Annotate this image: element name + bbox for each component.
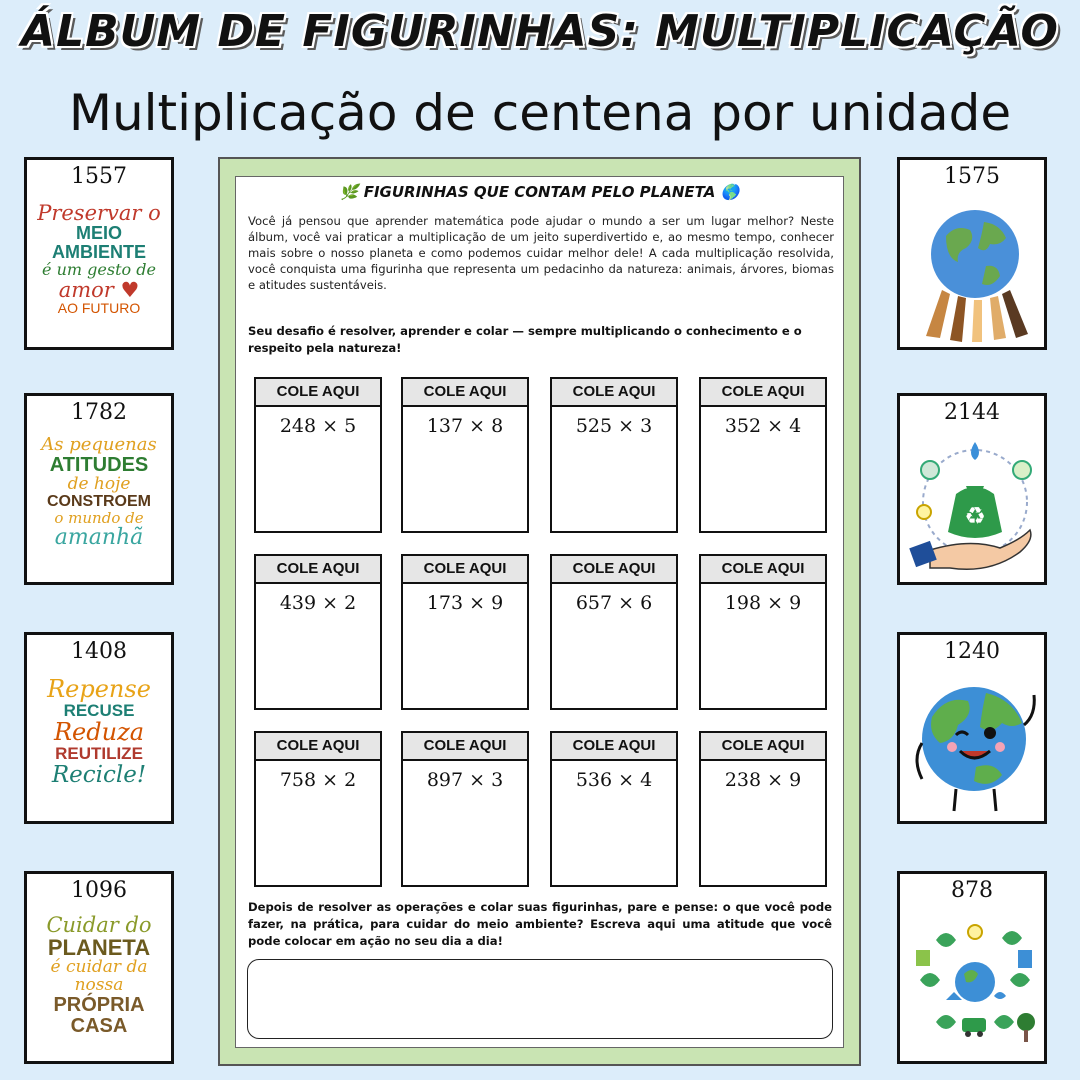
sticker-slot[interactable] xyxy=(550,554,678,710)
sticker-number: 1575 xyxy=(944,164,1000,189)
sticker-slot[interactable] xyxy=(699,731,827,887)
multiplication-problem: 352 × 4 xyxy=(724,415,802,437)
sticker-1408 xyxy=(24,632,174,824)
sticker-slot[interactable] xyxy=(254,377,382,533)
sticker-phrase: Preservar o MEIO AMBIENTE é um gesto de amor ♥ AO FUTURO xyxy=(37,201,161,316)
slot-label: COLE AQUI xyxy=(552,733,676,761)
sticker-phrase: Cuidar do PLANETA é cuidar da nossa PRÓPRIA CASA xyxy=(46,913,152,1037)
slot-label: COLE AQUI xyxy=(701,556,825,584)
sticker-number: 2144 xyxy=(944,400,1000,425)
answer-box[interactable] xyxy=(247,959,833,1039)
slot-label: COLE AQUI xyxy=(403,556,527,584)
worksheet xyxy=(235,176,844,1048)
slot-label: COLE AQUI xyxy=(701,733,825,761)
worksheet-intro: Você já pensou que aprender matemática pode ajudar o mundo a ser um lugar melhor? Neste álbum, você vai praticar a multiplicação de um jeito superdivertido e, ao mesmo tempo, conhecer mais sobre o nosso planeta e como podemos cuidar melhor dele! A cada multiplicação resolvida, você conquista uma figurinha que representa um pedacinho da natureza: animais, árvores, biomas e atitudes sustentáveis. xyxy=(248,214,834,292)
multiplication-problem: 137 × 8 xyxy=(426,415,504,437)
sticker-phrase: Repense RECUSE Reduza REUTILIZE Recicle! xyxy=(47,675,151,789)
multiplication-problem: 657 × 6 xyxy=(575,592,653,614)
sticker-1240 xyxy=(897,632,1047,824)
sticker-number: 1782 xyxy=(71,400,127,425)
sticker-number: 878 xyxy=(951,878,993,903)
multiplication-problem: 198 × 9 xyxy=(724,592,802,614)
multiplication-problem: 439 × 2 xyxy=(279,592,357,614)
sticker-slot[interactable] xyxy=(401,731,529,887)
eco-icons-collage-icon xyxy=(906,910,1038,1055)
worksheet-heading: 🌿 FIGURINHAS QUE CONTAM PELO PLANETA 🌎 xyxy=(339,183,740,201)
reflection-prompt: Depois de resolver as operações e colar suas figurinhas, pare e pense: o que você pode fazer, na prática, para cuidar do meio ambiente? Escreva aqui uma atitude que você pode colocar em ação no seu dia a dia! xyxy=(248,900,832,948)
slot-label: COLE AQUI xyxy=(552,379,676,407)
multiplication-problem: 248 × 5 xyxy=(279,415,357,437)
sticker-slot[interactable] xyxy=(699,554,827,710)
sticker-2144 xyxy=(897,393,1047,585)
slot-label: COLE AQUI xyxy=(701,379,825,407)
sticker-slot[interactable] xyxy=(254,554,382,710)
multiplication-problem: 758 × 2 xyxy=(279,769,357,791)
recycling-bag-in-hand-icon xyxy=(906,432,1038,576)
sticker-878 xyxy=(897,871,1047,1064)
sticker-1782 xyxy=(24,393,174,585)
multiplication-problem: 536 × 4 xyxy=(575,769,653,791)
sticker-slot[interactable] xyxy=(550,731,678,887)
sticker-1557 xyxy=(24,157,174,350)
sticker-phrase: As pequenas ATITUDES de hoje CONSTROEM o mundo de amanhã xyxy=(41,434,157,551)
sticker-slot[interactable] xyxy=(550,377,678,533)
slot-label: COLE AQUI xyxy=(552,556,676,584)
multiplication-problem: 173 × 9 xyxy=(426,592,504,614)
multiplication-problem: 238 × 9 xyxy=(724,769,802,791)
sticker-slot[interactable] xyxy=(699,377,827,533)
sticker-slot[interactable] xyxy=(401,377,529,533)
sticker-number: 1557 xyxy=(71,164,127,189)
sticker-number: 1096 xyxy=(71,878,127,903)
multiplication-problem: 525 × 3 xyxy=(575,415,653,437)
svg-text:♻: ♻ xyxy=(964,502,986,530)
slot-label: COLE AQUI xyxy=(256,379,380,407)
sticker-1096 xyxy=(24,871,174,1064)
sticker-1575 xyxy=(897,157,1047,350)
worksheet-challenge: Seu desafio é resolver, aprender e colar — sempre multiplicando o conhecimento e o respeito pela natureza! xyxy=(248,324,802,355)
album-title: ÁLBUM DE FIGURINHAS: MULTIPLICAÇÃO xyxy=(21,6,1059,57)
slot-label: COLE AQUI xyxy=(256,556,380,584)
sticker-slot[interactable] xyxy=(254,731,382,887)
slot-label: COLE AQUI xyxy=(256,733,380,761)
multiplication-problem: 897 × 3 xyxy=(426,769,504,791)
smiling-earth-icon xyxy=(906,671,1038,815)
album-subtitle: Multiplicação de centena por unidade xyxy=(68,84,1012,142)
sticker-number: 1240 xyxy=(944,639,1000,664)
slot-label: COLE AQUI xyxy=(403,733,527,761)
sticker-number: 1408 xyxy=(71,639,127,664)
slot-label: COLE AQUI xyxy=(403,379,527,407)
sticker-slot[interactable] xyxy=(401,554,529,710)
earth-held-by-hands-icon xyxy=(906,196,1038,341)
